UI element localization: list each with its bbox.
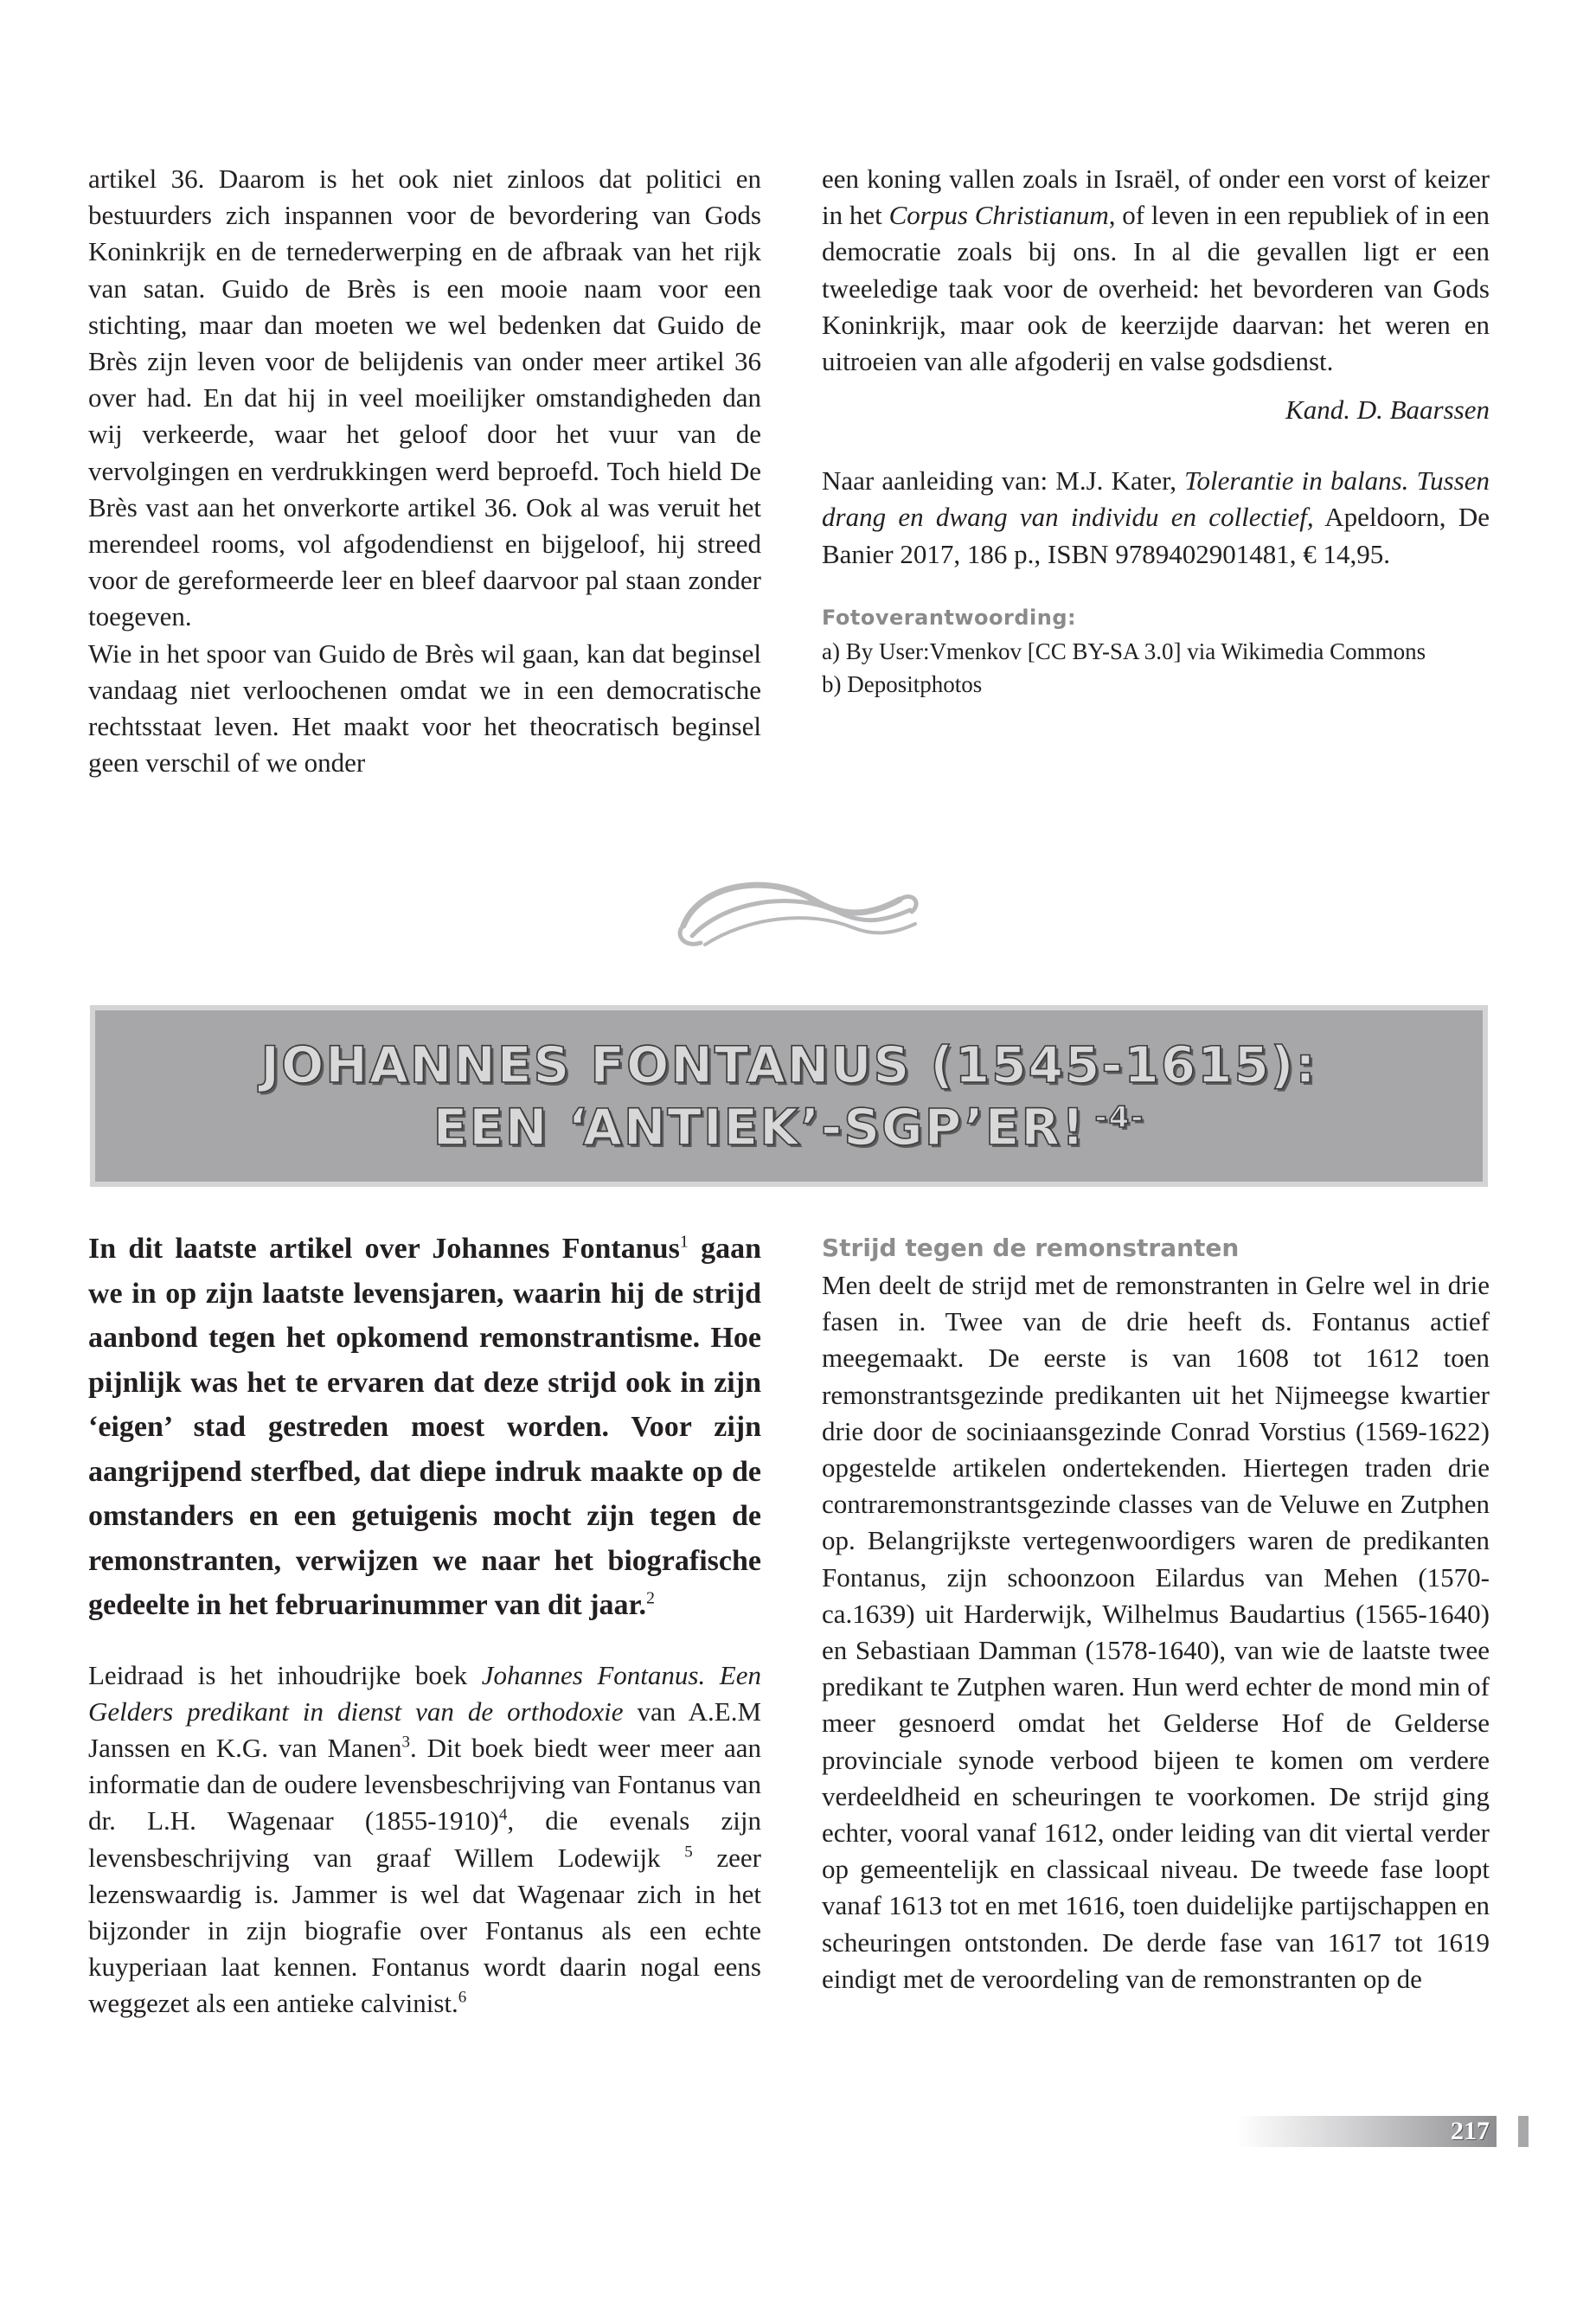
column-top-left: [88, 161, 761, 781]
footnote-ref: 3: [401, 1733, 411, 1752]
footnote-ref: 5: [684, 1843, 693, 1862]
page-number-tab: [1518, 2116, 1529, 2147]
column-top-right: [822, 161, 1490, 701]
page-number: 217: [1451, 2117, 1490, 2145]
footnote-ref: 4: [498, 1805, 508, 1824]
intro-paragraph: In dit laatste artikel over Johannes Fontanus$^1$ gaan we in op zijn laatste levensjaren, waarin hij de strijd aanbond tegen het opkomend remonstrantisme. Hoe pijnlijk was het te ervaren dat deze strijd ook in zijn ‘eigen’ stad gestreden moest worden. Voor zijn aangrijpend sterfbed, dat diepe indruk maakte op de omstanders en een getuigenis mocht zijn tegen de remonstranten, verwijzen we naar het biografische gedeelte in het februarinummer van dit jaar.$^2$: [88, 1232, 761, 1621]
author-signature: Kand. D. Baarssen: [1285, 394, 1490, 426]
column-bottom-right: [822, 1227, 1490, 1997]
paragraph: Men deelt de strijd met de remonstranten in Gelre wel in drie fasen in. Twee van de drie heeft ds. Fontanus actief meegemaakt. De eerste is van 1608 tot 1612 toen remonstrantsgezinde predikanten uit het Nijmeegse kwartier drie door de sociniaansgezinde Conrad Vorstius (1569-1622) opgestelde artikelen ondertekenden. Hiertegen traden drie contraremonstrantsgezinde classes van de Veluwe en Zutphen op. Belangrijkste vertegenwoordigers waren de predikanten Fontanus, zijn schoonzoon Eilardus van Mehen (1570-ca.1639) uit Harderwijk, Wilhelmus Baudartius (1565-1640) en Sebastiaan Damman (1578-1640), van wie de laatste twee predikant te Zutphen waren. Hun werd echter de mond min of meer gesnoerd omdat het Gelderse Hof de Gelderse provinciale synode verbood bijeen te komen om verdere verdeeldheid en scheuringen te voorkomen. De strijd ging echter, vooral vanaf 1612, onder leiding van dit viertal verder op gemeentelijk en classicaal niveau. De tweede fase loopt vanaf 1613 tot en met 1616, toen duidelijke partijschappen en scheuringen ontstonden. De derde fase van 1617 tot 1619 eindigt met de veroordeling van de remonstranten op de: [822, 1270, 1490, 1994]
part-number: -4-: [1094, 1099, 1145, 1135]
paragraph: Wie in het spoor van Guido de Brès wil gaan, kan dat beginsel vandaag niet verloochenen omdat we in een democratische rechtsstaat leven. Het maakt voor het theocratisch beginsel geen verschil of we onder: [88, 638, 761, 779]
photo-credit: a) By User:Vmenkov [CC BY-SA 3.0] via Wikimedia Commons: [822, 638, 1426, 664]
book-source: Naar aanleiding van: M.J. Kater, Tolerantie in balans. Tussen drang en dwang van individu en collectief, Apeldoorn, De Banier 2017, 186 p., ISBN 9789402901481, € 14,95.: [822, 465, 1490, 569]
paragraph: een koning vallen zoals in Israël, of onder een vorst of keizer in het Corpus Christianum, of leven in een republiek of in een democratie zoals bij ons. In al die gevallen ligt er een tweeledige taak voor de overheid: het bevorderen van Gods Koninkrijk, maar ook de keerzijde daarvan: het weren en uitroeien van alle afgoderij en valse godsdienst.: [822, 163, 1490, 377]
article-title-band: [90, 1005, 1488, 1187]
book-title: Johannes Fontanus. Een Gelders predikant in dienst van de orthodoxie: [88, 1659, 761, 1727]
footnote-ref: 6: [458, 1989, 467, 2007]
photo-credit: b) Depositphotos: [822, 670, 983, 697]
article-title-line-2: EEN ‘ANTIEK’-SGP’ER! $^{-4-}$: [433, 1098, 1145, 1157]
italic-term: Corpus Christianum: [888, 200, 1109, 231]
section-heading: Strijd tegen de remonstranten: [822, 1234, 1240, 1262]
column-bottom-left: [88, 1227, 761, 2022]
article-title-line-1: JOHANNES FONTANUS (1545-1615):: [260, 1035, 1317, 1094]
footnote-ref: 1: [679, 1232, 689, 1252]
paragraph: artikel 36. Daarom is het ook niet zinloos dat politici en bestuurders zich inspannen voor de bevordering van Gods Koninkrijk en de ternederwerping en de afbraak van het rijk van satan. Guido de Brès is een mooie naam voor een stichting, maar dan moeten we wel bedenken dat Guido de Brès zijn leven voor de belijdenis van onder meer artikel 36 over had. En dat hij in veel moeilijker omstandigheden dan wij verkeerde, waar het geloof door het vuur van de vervolgingen en verdrukkingen werd beproefd. Toch hield De Brès vast aan het onverkorte artikel 36. Ook al was veruit het merendeel rooms, vol afgodendienst en bijgeloof, hij streed voor de gereformeerde leer en bleef daarvoor pal staan zonder toegeven.: [88, 163, 761, 632]
paragraph: Leidraad is het inhoudrijke boek Johannes Fontanus. Een Gelders predikant in dienst van de orthodoxie van A.E.M Janssen en K.G. van Manen$^3$. Dit boek biedt weer meer aan informatie dan de oudere levensbeschrijving van Fontanus van dr. L.H. Wagenaar (1855-1910)$^4$, die evenals zijn levensbeschrijving van graaf Willem Lodewijk $^5$ zeer lezenswaardig is. Jammer is wel dat Wagenaar zich in het bijzonder in zijn biografie over Fontanus als een echte kuyperiaan laat kennen. Fontanus wordt daarin nogal eens weggezet als een antieke calvinist.$^6$: [88, 1659, 762, 2019]
book-title: Tolerantie in balans. Tussen drang en dwang van individu en collectief,: [822, 465, 1490, 533]
swirl-ornament-icon: [666, 865, 926, 960]
footnote-ref: 2: [646, 1588, 655, 1608]
photo-credits-heading: Fotoverantwoording:: [822, 605, 1077, 630]
